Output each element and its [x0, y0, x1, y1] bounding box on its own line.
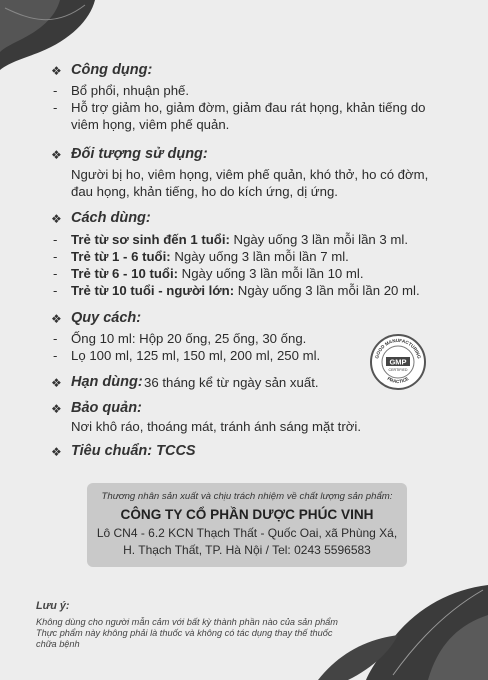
section-title-quy-cach: Quy cách:	[71, 310, 142, 326]
section-title-bao-quan: Bảo quản:	[71, 400, 142, 416]
dash-bullet: -	[53, 83, 58, 98]
cach-dung-item-1: Trẻ từ sơ sinh đến 1 tuổi: Ngày uống 3 lần mỗi lần 3 ml.	[71, 232, 409, 247]
cach-dung-item-3: Trẻ từ 6 - 10 tuổi: Ngày uống 3 lần mỗi lần 10 ml.	[71, 266, 364, 281]
section-title-han-dung: Hạn dùng:	[71, 374, 143, 390]
leaf-bottom-right-decoration	[318, 575, 488, 680]
bullet-diamond-icon: ❖	[51, 402, 62, 416]
dash-bullet: -	[53, 283, 58, 298]
manufacturer-info-box	[87, 483, 407, 567]
dash-bullet: -	[53, 348, 58, 363]
gmp-badge-top-text: GOOD MANUFACTURING	[374, 337, 422, 360]
bullet-diamond-icon: ❖	[51, 445, 62, 459]
company-address-line-2: H. Thạch Thất, TP. Hà Nội / Tel: 0243 5596583	[123, 543, 371, 557]
section-title-cach-dung: Cách dùng:	[71, 210, 151, 226]
dash-bullet: -	[53, 266, 58, 281]
manufacturer-intro: Thương nhân sản xuất và chịu trách nhiệm về chất lượng sản phẩm:	[101, 491, 393, 502]
bao-quan-text: Nơi khô ráo, thoáng mát, tránh ánh sáng mặt trời.	[71, 419, 361, 434]
note-line-1: Không dùng cho người mẫn cảm với bất kỳ thành phần nào của sản phẩm	[36, 617, 338, 627]
company-name: CÔNG TY CỔ PHẦN DƯỢC PHÚC VINH	[120, 507, 374, 522]
dash-bullet: -	[53, 232, 58, 247]
han-dung-text: 36 tháng kể từ ngày sản xuất.	[144, 375, 319, 390]
cong-dung-item-2-cont: viêm họng, viêm phế quản.	[71, 117, 230, 132]
cach-dung-item-4: Trẻ từ 10 tuổi - người lớn: Ngày uống 3 lần mỗi lần 20 ml.	[71, 283, 420, 298]
bullet-diamond-icon: ❖	[51, 312, 62, 326]
dash-bullet: -	[53, 331, 58, 346]
section-title-tieu-chuan: Tiêu chuẩn: TCCS	[71, 443, 196, 459]
company-address-line-1: Lô CN4 - 6.2 KCN Thạch Thất - Quốc Oai, xã Phùng Xá,	[96, 526, 398, 540]
cach-dung-item-2: Trẻ từ 1 - 6 tuổi: Ngày uống 3 lần mỗi lần 7 ml.	[71, 249, 349, 264]
bullet-diamond-icon: ❖	[51, 212, 62, 226]
gmp-badge-center-text: GMP	[389, 357, 407, 367]
section-title-cong-dung: Công dụng:	[71, 62, 153, 78]
gmp-badge-sub-text: CERTIFIED	[388, 368, 408, 372]
bullet-diamond-icon: ❖	[51, 64, 62, 78]
doi-tuong-line-2: đau họng, khản tiếng, ho do kích ứng, dị ứng.	[71, 184, 338, 199]
quy-cach-item-2: Lọ 100 ml, 125 ml, 150 ml, 200 ml, 250 ml.	[71, 348, 321, 363]
dash-bullet: -	[53, 100, 58, 115]
section-title-doi-tuong: Đối tượng sử dụng:	[71, 146, 208, 162]
cong-dung-item-2: Hỗ trợ giảm ho, giảm đờm, giảm đau rát họng, khản tiếng do	[71, 100, 426, 115]
quy-cach-item-1: Ống 10 ml: Hộp 20 ống, 25 ống, 30 ống.	[71, 331, 307, 346]
note-line-3: chữa bệnh	[36, 639, 80, 649]
doi-tuong-line-1: Người bị ho, viêm họng, viêm phế quản, khó thở, ho có đờm,	[71, 167, 429, 182]
dash-bullet: -	[53, 249, 58, 264]
bullet-diamond-icon: ❖	[51, 376, 62, 390]
bullet-diamond-icon: ❖	[51, 148, 62, 162]
gmp-badge-bottom-text: PRACTICE	[386, 375, 410, 385]
gmp-certified-badge	[369, 333, 427, 391]
cong-dung-item-1: Bổ phổi, nhuận phế.	[71, 83, 190, 98]
note-line-2: Thực phẩm này không phải là thuốc và không có tác dụng thay thế thuốc	[36, 628, 333, 638]
note-title: Lưu ý:	[36, 600, 70, 612]
